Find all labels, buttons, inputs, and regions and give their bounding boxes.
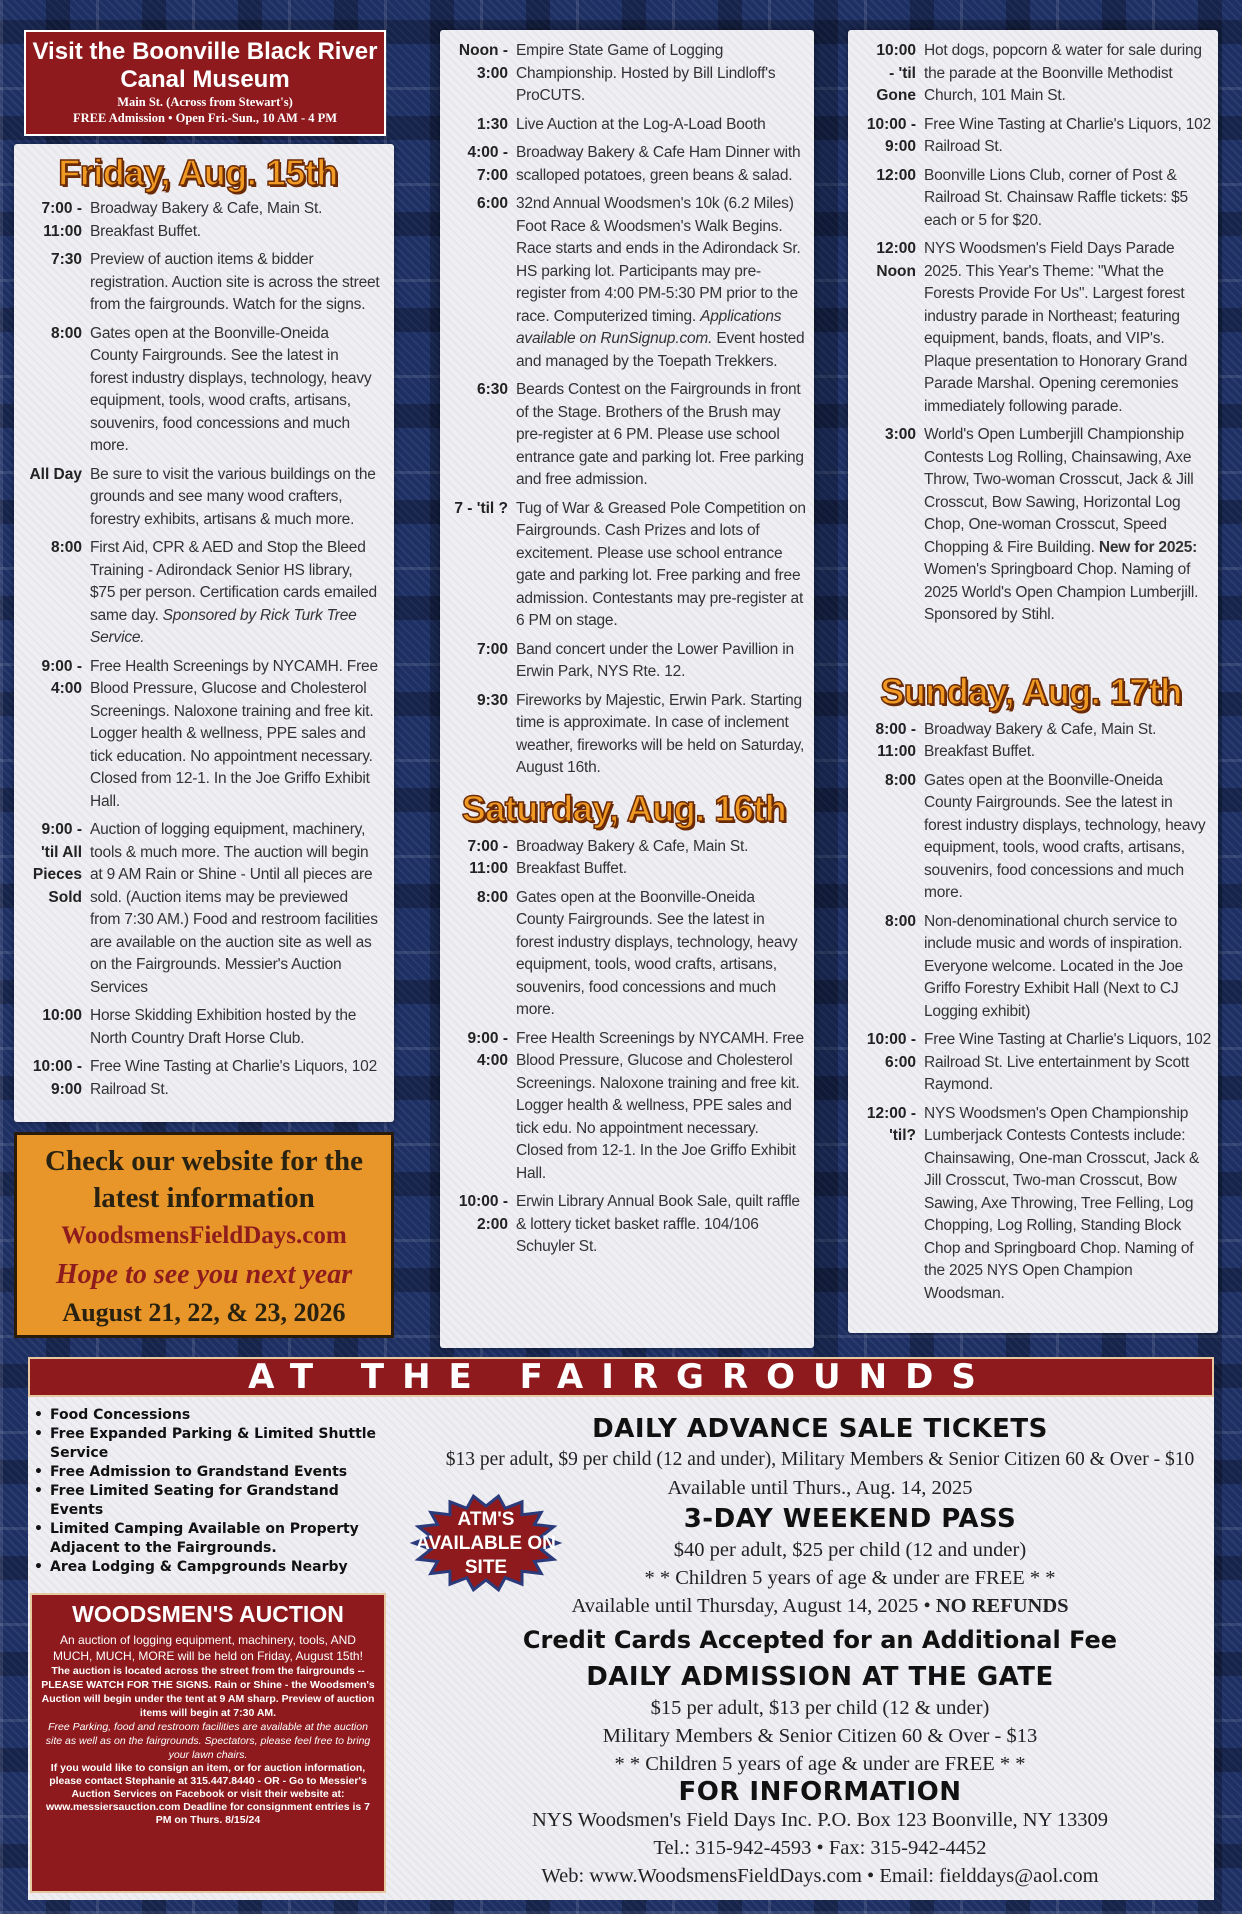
museum-box [24,30,386,136]
event-italic-text: Applications available on RunSignup.com. [516,307,782,347]
event-description [516,498,806,633]
event-text: Be sure to visit the various buildings on the grounds and see many wood crafters, forestry exhibits, artisans & much more. [90,465,376,528]
event-text: Beards Contest on the Fairgrounds in front of the Stage. Brothers of the Brush may pre-register at 6 PM. Please use school entrance gate and parking lot. Free parking and free admission. [516,381,804,488]
event-description [924,40,1212,108]
pass-price: $40 per adult, $25 per child (12 and under) [673,1539,1027,1561]
event-time: 12:00 [876,166,916,184]
event-text: Broadway Bakery & Cafe Ham Dinner with scalloped potatoes, green beans & salad. [516,144,801,184]
event-text: First Aid, CPR & AED and Stop the Bleed Training - Adirondack Senior HS library, $75 per person. Certification cards emailed same day. [90,539,377,624]
event-description [924,1029,1212,1097]
event-description [516,379,806,492]
auction-title: WOODSMEN'S AUCTION [72,1601,344,1627]
schedule-item [442,193,806,373]
event-time: 8:00 [884,912,916,930]
gate-title: DAILY ADMISSION AT THE GATE [586,1662,1054,1692]
auction-contact: If you would like to consign an item, or for auction information, please contact Stephanie at 315.447.8440 - OR - Go to Messier's Auction Services on Facebook or visit their website at: www.messiersauction.com Deadline for consignment entries is 7 PM on Thurs. 8/15/24 [45,1762,371,1826]
schedule-item [16,537,380,650]
saturday-events [442,836,806,1259]
event-time: 8:00 [476,888,508,906]
event-text: Broadway Bakery & Cafe, Main St. Breakfast Buffet. [924,720,1157,760]
event-description [516,40,806,108]
advance-title: DAILY ADVANCE SALE TICKETS [592,1414,1048,1444]
website-hope: Hope to see you next year [55,1259,353,1290]
event-description [90,464,380,532]
website-intro: Check our website for the latest information [45,1145,363,1214]
pass-until: Available until Thursday, August 14, 2025 • [571,1595,931,1617]
website-box [14,1132,394,1338]
amenity-item: • Free Expanded Parking & Limited Shuttle Service [30,1425,380,1463]
event-description [924,911,1212,1024]
event-time: Noon - 3:00 [458,42,508,82]
event-time: 12:00 Noon [876,240,916,280]
schedule-item [850,911,1212,1024]
event-text: Empire State Game of Logging Championship. Hosted by Bill Lindloff's ProCUTS. [516,42,776,104]
schedule-item [16,1056,380,1101]
event-text: Broadway Bakery & Cafe, Main St. Breakfast Buffet. [90,200,323,240]
event-text: Non-denominational church service to include music and words of inspiration. Everyone welcome. Located in the Joe Griffo Forestry Exhibit Hall (Next to CJ Logging exhibit) [924,912,1184,1020]
event-text: Free Health Screenings by NYCAMH. Free Blood Pressure, Glucose and Cholesterol Screenings. Naloxone training and free kit. Logger health & wellness, PPE sales and tick edu. No appointment necessary. Closed from 12-1. In the Joe Griffo Exhibit Hall. [516,1029,804,1182]
event-time: 12:00 - 'til? [866,1104,916,1144]
event-description [516,193,806,373]
event-description [924,114,1212,159]
event-description [90,198,380,243]
friday-header: Friday, Aug. 15th [58,152,338,193]
event-description [924,165,1212,233]
info-web[interactable]: Web: www.WoodsmensFieldDays.com • Email: fielddays@aol.com [541,1865,1099,1887]
pass-title: 3-DAY WEEKEND PASS [683,1504,1017,1534]
schedule-item [850,114,1212,159]
event-text: Free Wine Tasting at Charlie's Liquors, 102 Railroad St. Live entertainment by Scott Raymond. [924,1031,1211,1093]
event-description [516,690,806,780]
gate-price: $15 per adult, $13 per child (12 & under) [650,1697,990,1719]
credit-cards: Credit Cards Accepted for an Additional Fee [522,1626,1118,1654]
event-description [516,887,806,1022]
event-text: NYS Woodsmen's Open Championship Lumberjack Contests Contests include: Chainsawing, One-man Crosscut, Jack & Jill Crosscut, Two-man Crosscut, Bow Sawing, Axe Throwing, Tree Felling, Log Chopping, Log Rolling, Standing Block Chop and Springboard Chop. Naming of the 2025 NYS Open Champion Woodsman. [924,1104,1200,1302]
museum-title: Visit the Boonville Black River Canal Museum [32,38,378,93]
event-text: World's Open Lumberjill Championship Contests Log Rolling, Chainsawing, Axe Throw, Two-woman Crosscut, Jack & Jill Crosscut, Bow Sawing, Horizontal Log Chop, One-woman Crosscut, Speed Chopping & Fire Building. [924,426,1194,556]
amenity-item: • Area Lodging & Campgrounds Nearby [30,1558,380,1577]
event-description [90,249,380,317]
schedule-item [442,142,806,187]
schedule-item [16,464,380,532]
schedule-item [442,114,806,137]
event-text: Free Wine Tasting at Charlie's Liquors, 102 Railroad St. [924,115,1211,155]
event-time: 9:00 - 'til All Pieces Sold [32,821,82,906]
event-time: 10:00 - 6:00 [866,1031,916,1071]
schedule-item [850,40,1212,108]
event-text: Hot dogs, popcorn & water for sale during the parade at the Boonville Methodist Church, 101 Main St. [924,42,1202,104]
event-italic-text: Sponsored by Rick Turk Tree Service. [90,606,357,646]
event-time: 8:00 - 11:00 [875,720,916,760]
schedule-item [850,719,1212,764]
schedule-item [442,1191,806,1259]
event-description [516,114,806,137]
schedule-item [16,1005,380,1050]
schedule-item [442,498,806,633]
schedule-item [850,165,1212,233]
schedule-item [16,323,380,458]
museum-location: Main St. (Across from Stewart's) [117,95,293,109]
schedule-item [850,1029,1212,1097]
event-description [90,537,380,650]
saturday-continued-panel [848,30,1218,1333]
schedule-item [442,639,806,684]
event-time: 10:00 - 2:00 [458,1193,508,1233]
auction-intro: An auction of logging equipment, machinery, tools, AND MUCH, MUCH, MORE will be held on Friday, August 15th! [53,1633,363,1663]
col3-events [850,40,1212,627]
event-time: 7:30 [50,251,82,268]
ticket-info [430,1412,1210,1890]
event-description [924,1103,1212,1306]
pass-until-line [430,1592,1210,1620]
schedule-item [16,656,380,814]
event-description [516,1028,806,1186]
event-text: Gates open at the Boonville-Oneida County Fairgrounds. See the latest in forest industry displays, technology, heavy equipment, tools, wood crafts, artisans, souvenirs, food concessions and much more. [90,324,372,454]
event-time: 10:00 - 9:00 [32,1058,82,1098]
event-description [516,142,806,187]
col2-events [442,40,806,780]
info-phone: Tel.: 315-942-4593 • Fax: 315-942-4452 [653,1837,987,1859]
event-text: NYS Woodsmen's Field Days Parade 2025. This Year's Theme: "What the Forests Provide For Us". Largest forest industry parade in Northeast; featuring equipment, bands, floats, and VIP's. Plaque presentation to Honorary Grand Parade Marshal. Opening ceremonies immediately following parade. [924,240,1188,415]
gate-military: Military Members & Senior Citizen 60 & Over - $13 [602,1725,1038,1747]
event-text: Gates open at the Boonville-Oneida County Fairgrounds. See the latest in forest industry displays, technology, heavy equipment, tools, wood crafts, artisans, souvenirs, food concessions and much more. [516,888,798,1018]
sunday-events [850,719,1212,1306]
event-time: 1:30 [476,115,508,133]
event-text: Boonville Lions Club, corner of Post & Railroad St. Chainsaw Raffle tickets: $5 each or 5 for $20. [924,166,1188,229]
event-text: Gates open at the Boonville-Oneida County Fairgrounds. See the latest in forest industry displays, technology, heavy equipment, tools, wood crafts, artisans, souvenirs, food concessions and much more. [924,771,1206,901]
event-time: 7:00 [476,640,508,658]
event-time: 10:00 - 9:00 [866,115,916,155]
friday-evening-panel [440,30,814,1348]
event-description [924,238,1212,418]
schedule-item [850,770,1212,905]
event-description [90,819,380,999]
event-time: 4:00 - 7:00 [467,144,508,184]
event-text: Horse Skidding Exhibition hosted by the North Country Draft Horse Club. [90,1007,357,1047]
sunday-header: Sunday, Aug. 17th [880,670,1182,712]
event-bold-text: New for 2025: [1098,538,1198,556]
fairgrounds-banner: AT THE FAIRGROUNDS [28,1357,1214,1397]
event-text: 32nd Annual Woodsmen's 10k (6.2 Miles) Foot Race & Woodsmen's Walk Begins. Race starts and ends in the Adirondack Sr. HS parking lot. Participants may pre-register from 4:00 PM-5:30 PM prior to the race. Computerized timing. [516,195,801,325]
amenity-item: • Limited Camping Available on Property Adjacent to the Fairgrounds. [30,1520,380,1558]
event-time: 6:30 [476,381,508,398]
schedule-item [850,424,1212,627]
schedule-item [850,238,1212,418]
event-extra-text: Event hosted and managed by the Toepath Trekkers. [516,330,805,370]
schedule-item [442,887,806,1022]
schedule-item [850,1103,1212,1306]
event-time: All Day [29,465,82,483]
schedule-item [442,836,806,881]
amenity-item: • Free Limited Seating for Grandstand Events [30,1482,380,1520]
website-url[interactable]: WoodsmensFieldDays.com [61,1222,347,1249]
advance-until: Available until Thurs., Aug. 14, 2025 [667,1477,973,1499]
auction-facilities: Free Parking, food and restroom facilities are available at the auction site as well as on the fairgrounds. Spectators, please feel free to bring your lawn chairs. [45,1721,371,1761]
event-description [90,656,380,814]
website-dates: August 21, 22, & 23, 2026 [62,1298,346,1327]
event-description [90,323,380,458]
schedule-item [16,249,380,317]
event-time: 10:00 [42,1007,82,1024]
atm-text: ATM'S AVAILABLE ON SITE [416,1509,556,1578]
schedule-item [442,379,806,492]
event-text: Broadway Bakery & Cafe, Main St. Breakfast Buffet. [516,837,749,877]
schedule-item [442,1028,806,1186]
auction-box [30,1593,386,1893]
event-extra-text: Women's Springboard Chop. Naming of 2025 World's Open Champion Lumberjill. Sponsored by Stihl. [924,561,1199,623]
event-text: Auction of logging equipment, machinery, tools & much more. The auction will begin at 9 AM Rain or Shine - Until all pieces are sold. (Auction items may be previewed from 7:30 AM.) Food and restroom facilities are available on the auction site as well as on the Fairgrounds. Messier's Auction Services [90,821,378,996]
event-text: Live Auction at the Log-A-Load Booth [516,115,766,133]
event-time: 7 - 'til ? [454,499,508,517]
pass-children: * * Children 5 years of age & under are FREE * * [644,1567,1056,1589]
auction-location: The auction is located across the street from the fairgrounds -- PLEASE WATCH FOR THE SIGNS. Rain or Shine - the Woodsmen's Auction will begin under the tent at 9 AM sharp. Preview of auction items will begin at 7:30 AM. [41,1665,375,1719]
event-time: 7:00 - 11:00 [467,837,508,877]
info-title: FOR INFORMATION [678,1777,962,1807]
event-time: 8:00 [50,539,82,556]
friday-panel [14,144,394,1122]
museum-hours: FREE Admission • Open Fri.-Sun., 10 AM - 4 PM [72,111,338,125]
event-description [516,836,806,881]
amenities-list [30,1406,380,1577]
event-time: 9:00 - 4:00 [41,657,82,697]
event-time: 6:00 [476,195,508,212]
event-text: Tug of War & Greased Pole Competition on Fairgrounds. Cash Prizes and lots of excitement. Please use school entrance gate and parking lot. Free parking and free admission. Contestants may pre-register at 6 PM on stage. [516,499,806,629]
event-description [90,1005,380,1050]
event-text: Free Health Screenings by NYCAMH. Free Blood Pressure, Glucose and Cholesterol Screenings. Naloxone training and free kit. Logger health & wellness, PPE sales and tick education. No appointment necessary. Closed from 12-1. In the Joe Griffo Exhibit Hall. [90,657,378,810]
event-description [924,719,1212,764]
no-refunds: NO REFUNDS [935,1595,1069,1617]
event-text: Band concert under the Lower Pavillion in Erwin Park, NYS Rte. 12. [516,640,794,680]
schedule-item [16,198,380,243]
event-text: Preview of auction items & bidder registration. Auction site is across the street from the fairgrounds. Watch for the signs. [90,251,380,313]
schedule-item [442,40,806,108]
event-time: 8:00 [884,771,916,789]
advance-price: $13 per adult, $9 per child (12 and under), Military Members & Senior Citizen 60 & Over - $10 [445,1449,1195,1470]
amenity-item: • Free Admission to Grandstand Events [30,1463,380,1482]
amenity-item: • Food Concessions [30,1406,380,1425]
friday-events [16,198,380,1101]
event-text: Erwin Library Annual Book Sale, quilt raffle & lottery ticket basket raffle. 104/106 Schuyler St. [516,1193,800,1255]
event-time: 9:30 [476,691,508,709]
event-description [516,1191,806,1259]
gate-children: * * Children 5 years of age & under are FREE * * [614,1753,1026,1775]
event-description [924,770,1212,905]
event-text: Free Wine Tasting at Charlie's Liquors, 102 Railroad St. [90,1058,377,1098]
info-address: NYS Woodsmen's Field Days Inc. P.O. Box 123 Boonville, NY 13309 [531,1809,1109,1831]
schedule-item [442,690,806,780]
event-time: 10:00 - 'til Gone [876,42,916,104]
event-description [924,424,1212,627]
event-text: Fireworks by Majestic, Erwin Park. Starting time is approximate. In case of inclement weather, fireworks will be held on Saturday, August 16th. [516,691,805,776]
schedule-item [16,819,380,999]
event-time: 8:00 [50,324,82,342]
event-time: 3:00 [884,426,916,443]
event-time: 9:00 - 4:00 [467,1029,508,1069]
event-time: 7:00 - 11:00 [41,200,82,240]
saturday-header: Saturday, Aug. 16th [461,787,787,829]
event-description [516,639,806,684]
event-description [90,1056,380,1101]
